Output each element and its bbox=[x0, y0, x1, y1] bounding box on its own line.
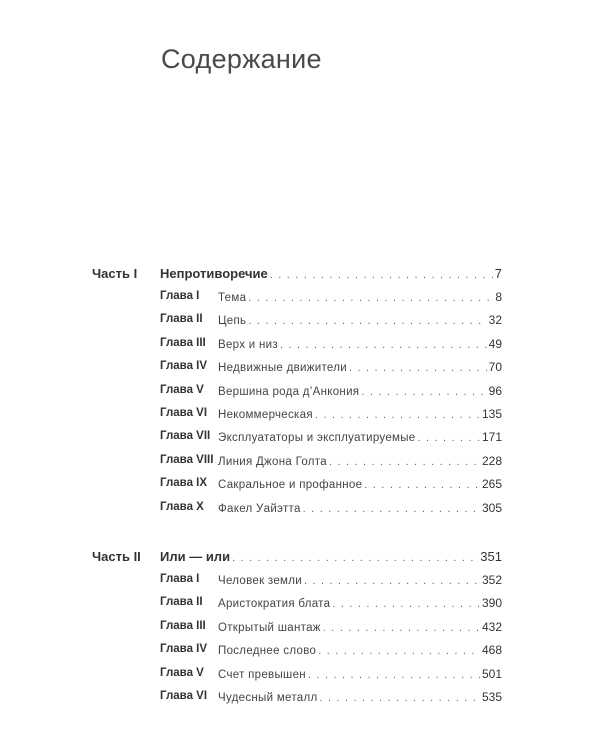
chapter-label: Глава I bbox=[160, 290, 200, 302]
chapter-label: Глава VI bbox=[160, 689, 208, 702]
chapter-label: Глава I bbox=[160, 573, 200, 585]
chapter-page-number: 171 bbox=[481, 430, 502, 445]
dot-leader bbox=[280, 339, 487, 351]
chapter-label: Глава X bbox=[160, 500, 204, 513]
chapter-title: Эксплуататоры и эксплуатируемые bbox=[218, 432, 416, 445]
chapter-title: Факел Уайэтта bbox=[218, 502, 301, 515]
chapter-list bbox=[92, 290, 502, 524]
dot-leader bbox=[304, 575, 480, 587]
toc-chapter[interactable] bbox=[92, 313, 502, 336]
part-entry[interactable] bbox=[160, 266, 502, 281]
chapter-page-number: 96 bbox=[488, 383, 502, 398]
page-title: Содержание bbox=[161, 44, 322, 74]
chapter-entry bbox=[218, 454, 502, 468]
chapter-label: Глава II bbox=[160, 596, 203, 609]
toc-chapter[interactable] bbox=[92, 690, 502, 713]
chapter-entry bbox=[218, 407, 502, 421]
chapter-title: Сакральное и профанное bbox=[218, 479, 363, 492]
dot-leader bbox=[361, 386, 486, 398]
chapter-title: Тема bbox=[218, 292, 247, 304]
chapter-label: Глава II bbox=[160, 313, 203, 326]
chapter-label: Глава IX bbox=[160, 477, 208, 490]
chapter-title: Человек земли bbox=[218, 575, 302, 587]
part-title: Или — или bbox=[160, 549, 231, 564]
toc-chapter[interactable] bbox=[92, 596, 502, 619]
dot-leader bbox=[320, 692, 480, 704]
toc-chapter[interactable] bbox=[92, 384, 502, 407]
chapter-entry bbox=[218, 290, 502, 304]
toc-chapter[interactable] bbox=[92, 430, 502, 453]
chapter-page-number: 228 bbox=[481, 453, 502, 468]
toc-chapter[interactable] bbox=[92, 501, 502, 524]
chapter-page-number: 70 bbox=[488, 360, 502, 375]
chapter-entry bbox=[218, 337, 502, 351]
part-title: Непротиворечие bbox=[160, 266, 268, 281]
chapter-entry bbox=[218, 620, 502, 634]
chapter-page-number: 135 bbox=[481, 406, 502, 421]
toc-part-2 bbox=[92, 549, 502, 713]
toc-chapter[interactable] bbox=[92, 573, 502, 596]
toc-chapter[interactable] bbox=[92, 290, 502, 313]
chapter-entry bbox=[218, 643, 502, 657]
dot-leader bbox=[308, 669, 480, 681]
part-page-number: 7 bbox=[494, 266, 502, 281]
chapter-label: Глава III bbox=[160, 619, 206, 632]
chapter-title: Аристократия блата bbox=[218, 598, 331, 611]
chapter-entry bbox=[218, 573, 502, 587]
chapter-entry bbox=[218, 477, 502, 491]
toc-chapter[interactable] bbox=[92, 477, 502, 500]
chapter-page-number: 468 bbox=[481, 643, 502, 658]
chapter-label: Глава VII bbox=[160, 430, 211, 443]
chapter-entry bbox=[218, 384, 502, 398]
toc-chapter[interactable] bbox=[92, 407, 502, 430]
dot-leader bbox=[349, 362, 487, 374]
toc-chapter[interactable] bbox=[92, 620, 502, 643]
dot-leader bbox=[329, 456, 480, 468]
dot-leader bbox=[232, 552, 478, 564]
toc-part-1 bbox=[92, 266, 502, 524]
chapter-label: Глава V bbox=[160, 666, 204, 679]
chapter-entry bbox=[218, 430, 502, 444]
dot-leader bbox=[248, 315, 486, 327]
dot-leader bbox=[270, 269, 493, 281]
toc-chapter[interactable] bbox=[92, 360, 502, 383]
chapter-entry bbox=[218, 690, 502, 704]
chapter-label: Глава VI bbox=[160, 406, 208, 419]
chapter-title: Верх и низ bbox=[218, 338, 278, 351]
part-label: Часть I bbox=[92, 266, 138, 281]
chapter-title: Цепь bbox=[218, 315, 247, 328]
chapter-page-number: 432 bbox=[481, 619, 502, 634]
chapter-label: Глава IV bbox=[160, 643, 208, 656]
chapter-page-number: 352 bbox=[481, 573, 502, 587]
chapter-list bbox=[92, 573, 502, 713]
dot-leader bbox=[248, 292, 493, 304]
chapter-page-number: 265 bbox=[481, 477, 502, 492]
chapter-page-number: 501 bbox=[481, 666, 502, 681]
dot-leader bbox=[323, 622, 480, 634]
chapter-entry bbox=[218, 596, 502, 610]
chapter-page-number: 49 bbox=[488, 336, 502, 351]
toc-chapter[interactable] bbox=[92, 337, 502, 360]
chapter-entry bbox=[218, 667, 502, 681]
toc-chapter[interactable] bbox=[92, 454, 502, 477]
chapter-page-number: 305 bbox=[481, 500, 502, 515]
dot-leader bbox=[332, 598, 480, 610]
chapter-title: Линия Джона Голта bbox=[218, 455, 327, 468]
toc-chapter[interactable] bbox=[92, 667, 502, 690]
dot-leader bbox=[315, 409, 480, 421]
part-entry[interactable] bbox=[160, 549, 502, 564]
dot-leader bbox=[303, 503, 480, 515]
chapter-entry bbox=[218, 501, 502, 515]
chapter-page-number: 535 bbox=[481, 689, 502, 704]
dot-leader bbox=[318, 645, 480, 657]
chapter-page-number: 390 bbox=[481, 596, 502, 611]
chapter-page-number: 8 bbox=[495, 290, 502, 304]
chapter-entry bbox=[218, 360, 502, 374]
chapter-label: Глава VIII bbox=[160, 453, 214, 466]
chapter-title: Вершина рода д’Анкония bbox=[218, 385, 360, 398]
part-heading bbox=[92, 549, 502, 573]
chapter-title: Счет превышен bbox=[218, 668, 306, 681]
chapter-label: Глава V bbox=[160, 383, 204, 396]
chapter-title: Недвижные движители bbox=[218, 362, 347, 375]
chapter-title: Последнее слово bbox=[218, 645, 317, 658]
chapter-entry bbox=[218, 313, 502, 327]
dot-leader bbox=[364, 479, 480, 491]
part-label: Часть II bbox=[92, 549, 141, 564]
chapter-title: Чудесный металл bbox=[218, 691, 318, 704]
chapter-label: Глава IV bbox=[160, 360, 208, 373]
chapter-label: Глава III bbox=[160, 336, 206, 349]
dot-leader bbox=[418, 432, 480, 444]
chapter-page-number: 32 bbox=[488, 313, 502, 328]
toc-chapter[interactable] bbox=[92, 643, 502, 666]
chapter-title: Открытый шантаж bbox=[218, 621, 321, 634]
part-page-number: 351 bbox=[480, 549, 502, 564]
chapter-title: Некоммерческая bbox=[218, 408, 313, 421]
part-heading bbox=[92, 266, 502, 290]
